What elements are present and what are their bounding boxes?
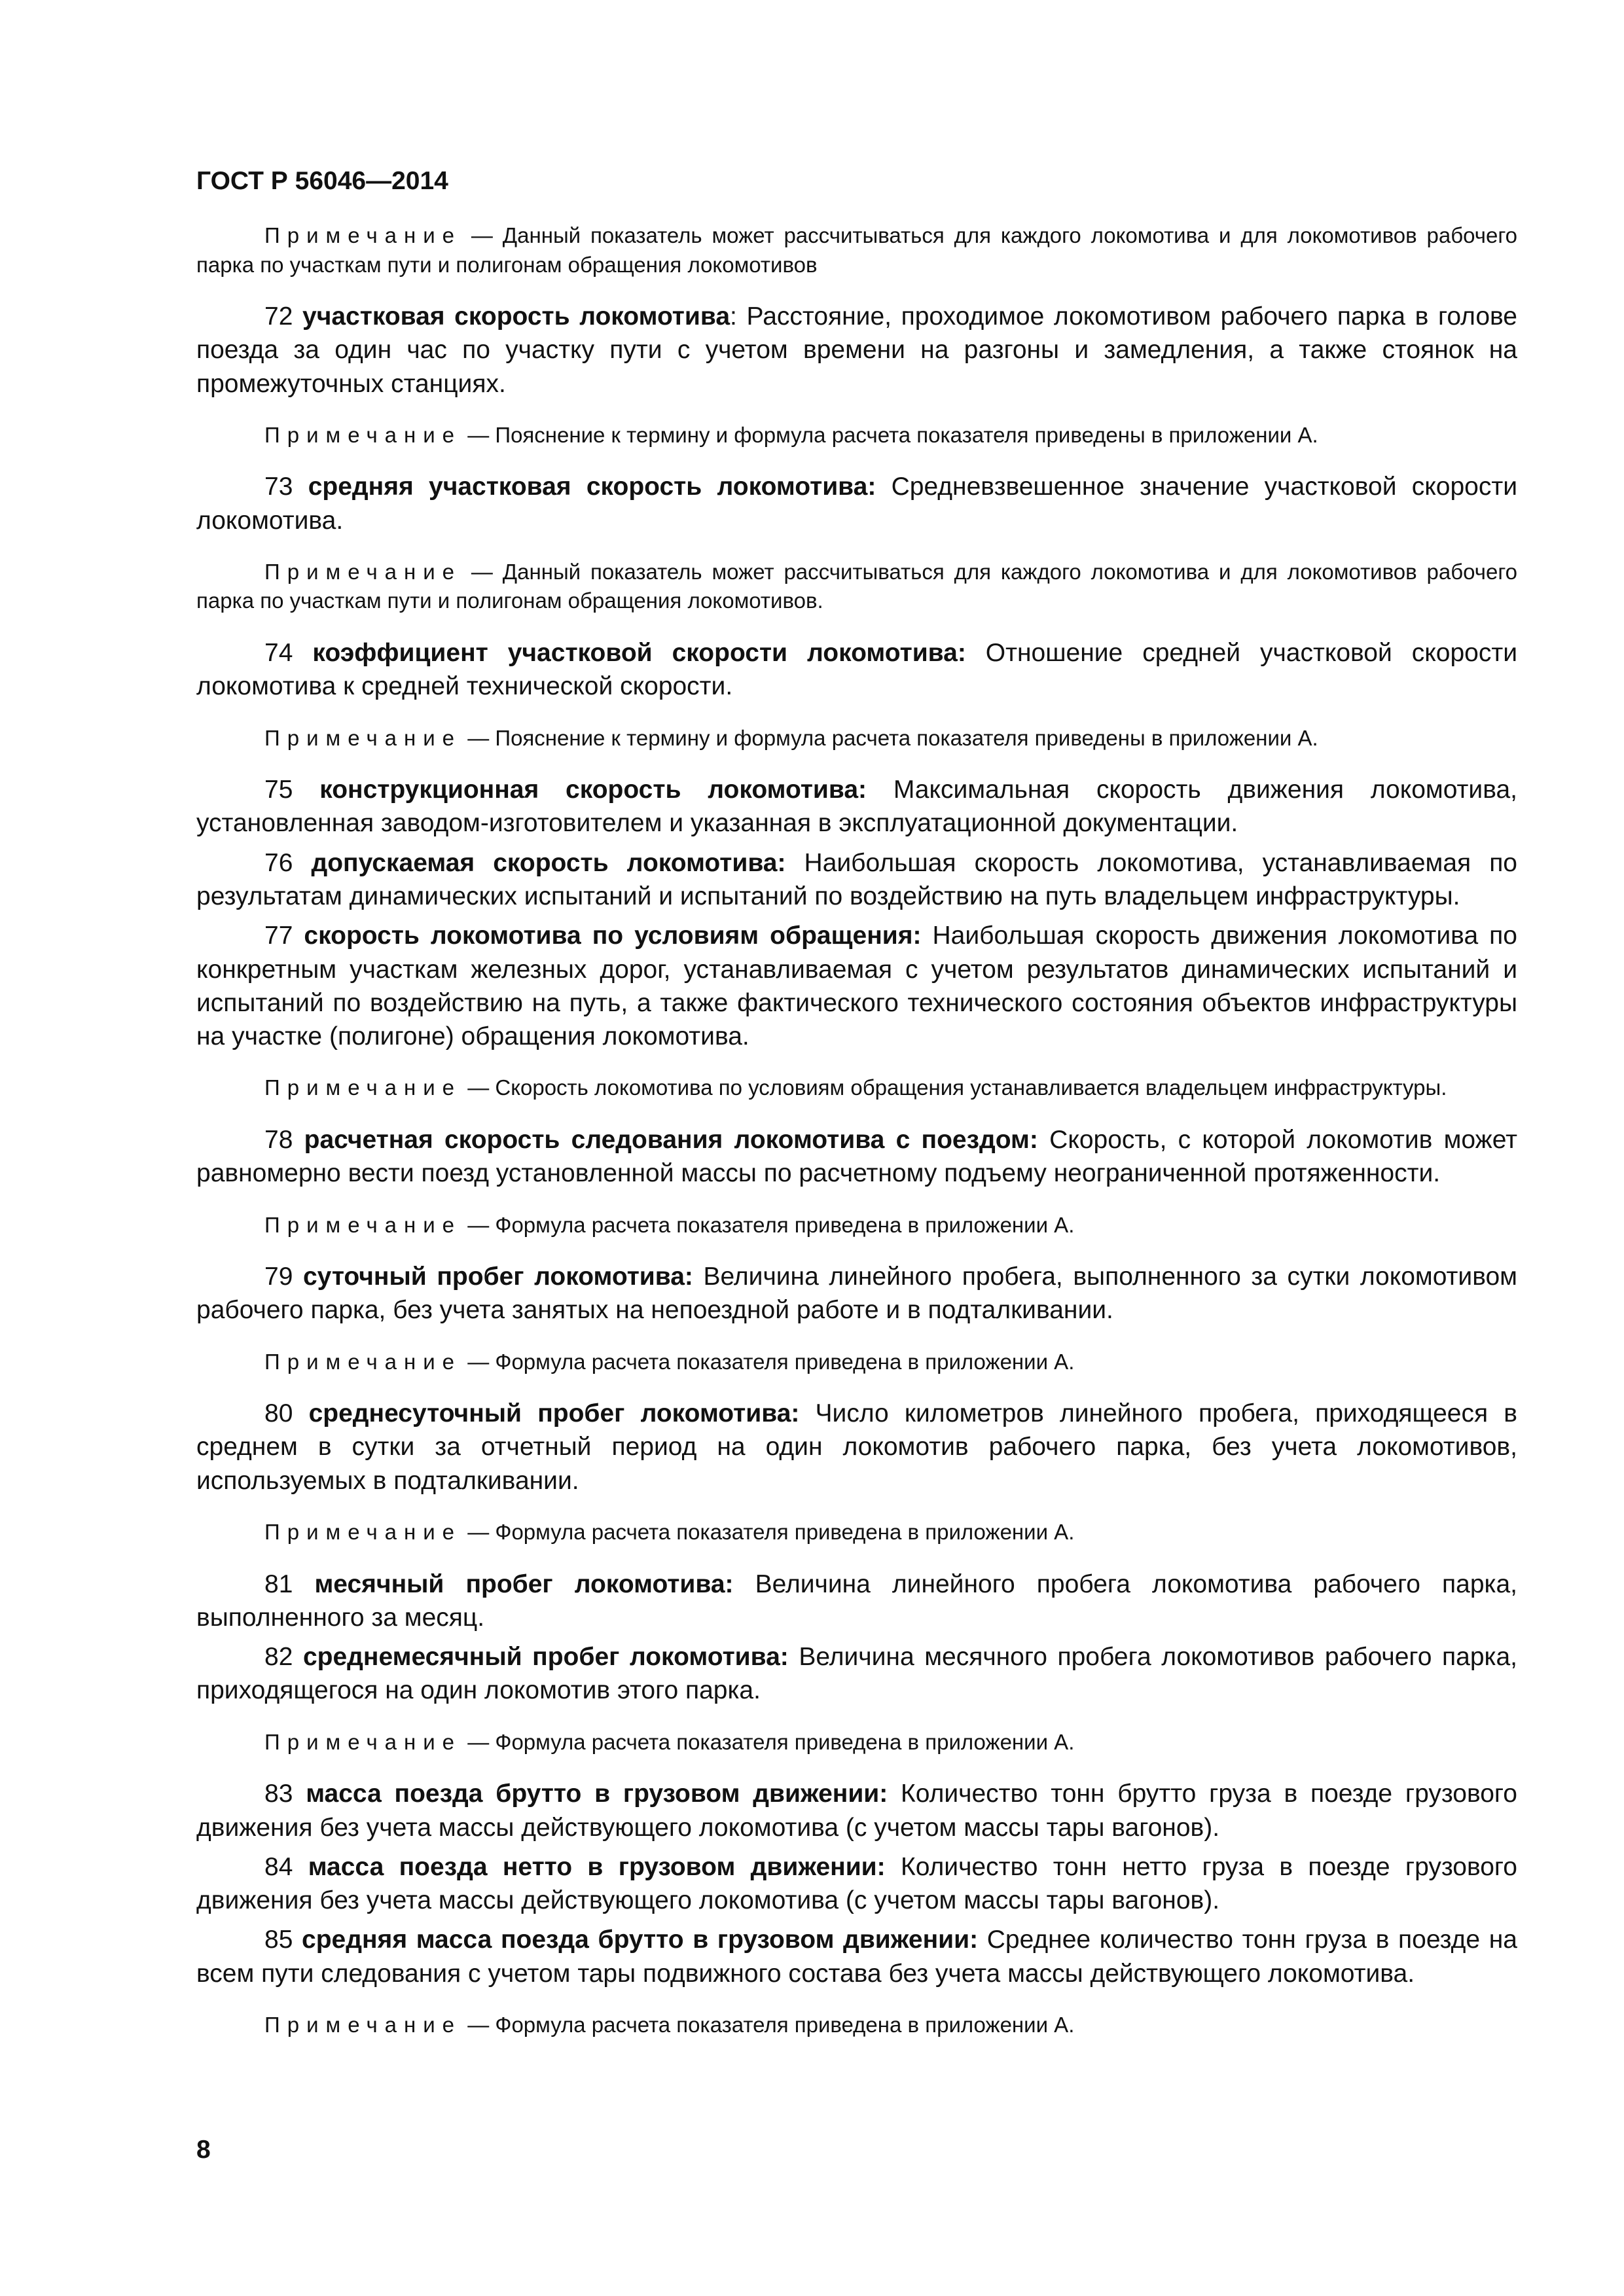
term-definition: Величина месячного пробега локомотивов рабочего парка, приходящегося на один локомотив этого парка. [196,1643,1517,1705]
term-number: 83 [264,1780,293,1808]
note-paragraph [196,558,1517,616]
term-number: 81 [264,1570,293,1598]
term-number: 80 [264,1399,293,1428]
note-label: Примечание [264,559,462,584]
term-definition: Величина линейного пробега локомотива рабочего парка, выполненного за месяц. [196,1570,1517,1632]
note-text: — Пояснение к термину и формула расчета показателя приведены в приложении А. [467,725,1318,750]
term-number: 76 [264,848,293,877]
note-text: — Формула расчета показателя приведена в приложении А. [467,1520,1075,1545]
term-definition: Максимальная скорость движения локомотива, установленная заводом-изготовителем и указанная в эксплуатационной документации. [196,776,1517,838]
note-text: — Формула расчета показателя приведена в приложении А. [467,1729,1075,1754]
term-definition: Среднее количество тонн груза в поезде на всем пути следования с учетом тары подвижного состава без учета массы действующего локомотива. [196,1926,1517,1988]
note-text: — Формула расчета показателя приведена в приложении А. [467,2013,1075,2037]
term-entry [196,1568,1517,1635]
term-entry [196,773,1517,840]
term-name: масса поезда брутто в грузовом движении: [306,1780,888,1808]
term-entry [196,1850,1517,1918]
term-definition: Средневзвешенное значение участковой скорости локомотива. [196,473,1518,535]
document-body [196,221,1517,2040]
term-definition: Величина линейного пробега, выполненного за сутки локомотивом рабочего парка, без учета занятых на непоездной работе и в подталкивании. [196,1263,1517,1325]
note-paragraph [196,421,1517,450]
term-entry [196,1260,1517,1327]
note-label: Примечание [264,725,462,750]
term-entry [196,470,1517,537]
term-name: средняя масса поезда брутто в грузовом движении: [302,1926,979,1954]
term-name: суточный пробег локомотива: [302,1263,693,1291]
note-label: Примечание [264,1520,462,1545]
term-name: среднесуточный пробег локомотива: [308,1399,800,1428]
note-label: Примечание [264,1075,462,1100]
term-entry [196,919,1517,1053]
term-name: конструкционная скорость локомотива: [319,776,867,804]
note-paragraph [196,1073,1517,1103]
term-definition: : Расстояние, проходимое локомотивом рабочего парка в голове поезда за один час по участку пути с учетом времени на разгоны и замедления, а также стоянок на промежуточных станциях. [196,302,1518,398]
term-definition: Количество тонн брутто груза в поезде грузового движения без учета массы действующего локомотива (с учетом массы тары вагонов). [196,1780,1517,1842]
note-label: Примечание [264,223,462,247]
note-paragraph [196,1211,1517,1240]
term-number: 72 [264,302,293,331]
term-name: расчетная скорость следования локомотива с поездом: [304,1125,1038,1154]
term-entry [196,1923,1517,1990]
term-entry [196,300,1517,401]
note-label: Примечание [264,2013,462,2037]
note-paragraph [196,221,1517,279]
term-definition: Скорость, с которой локомотив может равномерно вести поезд установленной массы по расчетному подъему неограниченной протяженности. [196,1125,1517,1188]
term-entry [196,636,1517,704]
term-name: среднемесячный пробег локомотива: [302,1643,789,1672]
note-text: — Формула расчета показателя приведена в приложении А. [467,1212,1075,1237]
note-text: — Формула расчета показателя приведена в приложении А. [467,1349,1075,1374]
term-definition: Наибольшая скорость локомотива, устанавливаемая по результатам динамических испытаний и испытаний по воздействию на путь владельцем инфраструктуры. [196,848,1518,910]
note-label: Примечание [264,422,462,447]
term-name: допускаемая скорость локомотива: [311,848,786,877]
term-number: 75 [264,776,293,804]
term-number: 78 [264,1125,293,1154]
term-entry [196,846,1517,914]
term-entry [196,1777,1517,1844]
note-text: — Данный показатель может рассчитываться для каждого локомотива и для локомотивов рабочего парка по участкам пути и полигонам обращения локомотивов. [196,559,1517,613]
term-number: 79 [264,1263,293,1291]
note-label: Примечание [264,1349,462,1374]
term-number: 77 [264,922,293,950]
note-paragraph [196,724,1517,753]
term-name: месячный пробег локомотива: [314,1570,734,1598]
term-definition: Число километров линейного пробега, приходящееся в среднем в сутки за отчетный период на один локомотив рабочего парка, без учета локомотивов, используемых в подталкивании. [196,1399,1517,1495]
term-number: 74 [264,638,293,667]
term-name: средняя участковая скорость локомотива: [308,473,876,501]
term-number: 73 [264,473,293,501]
note-label: Примечание [264,1729,462,1754]
note-paragraph [196,1518,1517,1547]
term-definition: Количество тонн нетто груза в поезде грузового движения без учета массы действующего локомотива (с учетом массы тары вагонов). [196,1852,1517,1915]
term-name: коэффициент участковой скорости локомотива: [312,638,966,667]
term-definition: Отношение средней участковой скорости локомотива к средней технической скорости. [196,638,1517,701]
note-text: — Скорость локомотива по условиям обращения устанавливается владельцем инфраструктуры. [467,1075,1447,1100]
term-entry [196,1640,1517,1708]
term-number: 84 [264,1852,293,1881]
note-paragraph [196,1728,1517,1757]
term-number: 85 [264,1926,293,1954]
note-paragraph [196,2011,1517,2040]
page-number: 8 [196,2136,211,2164]
term-name: скорость локомотива по условиям обращения: [304,922,922,950]
note-text: — Данный показатель может рассчитываться для каждого локомотива и для локомотивов рабочего парка по участкам пути и полигонам обращения локомотивов [196,223,1517,277]
note-text: — Пояснение к термину и формула расчета показателя приведены в приложении А. [467,422,1318,447]
term-number: 82 [264,1643,293,1672]
term-name: участковая скорость локомотива [302,302,731,331]
note-label: Примечание [264,1212,462,1237]
term-definition: Наибольшая скорость движения локомотива по конкретным участкам железных дорог, устанавливаемая с учетом результатов динамических испытаний и испытаний по воздействию на путь, а также фактического технического состояния объектов инфраструктуры на участке (полигоне) обращения локомотива. [196,922,1517,1051]
note-paragraph [196,1348,1517,1377]
term-entry [196,1123,1517,1191]
term-entry [196,1397,1517,1498]
document-code-header: ГОСТ Р 56046—2014 [196,167,448,195]
term-name: масса поезда нетто в грузовом движении: [308,1852,886,1881]
